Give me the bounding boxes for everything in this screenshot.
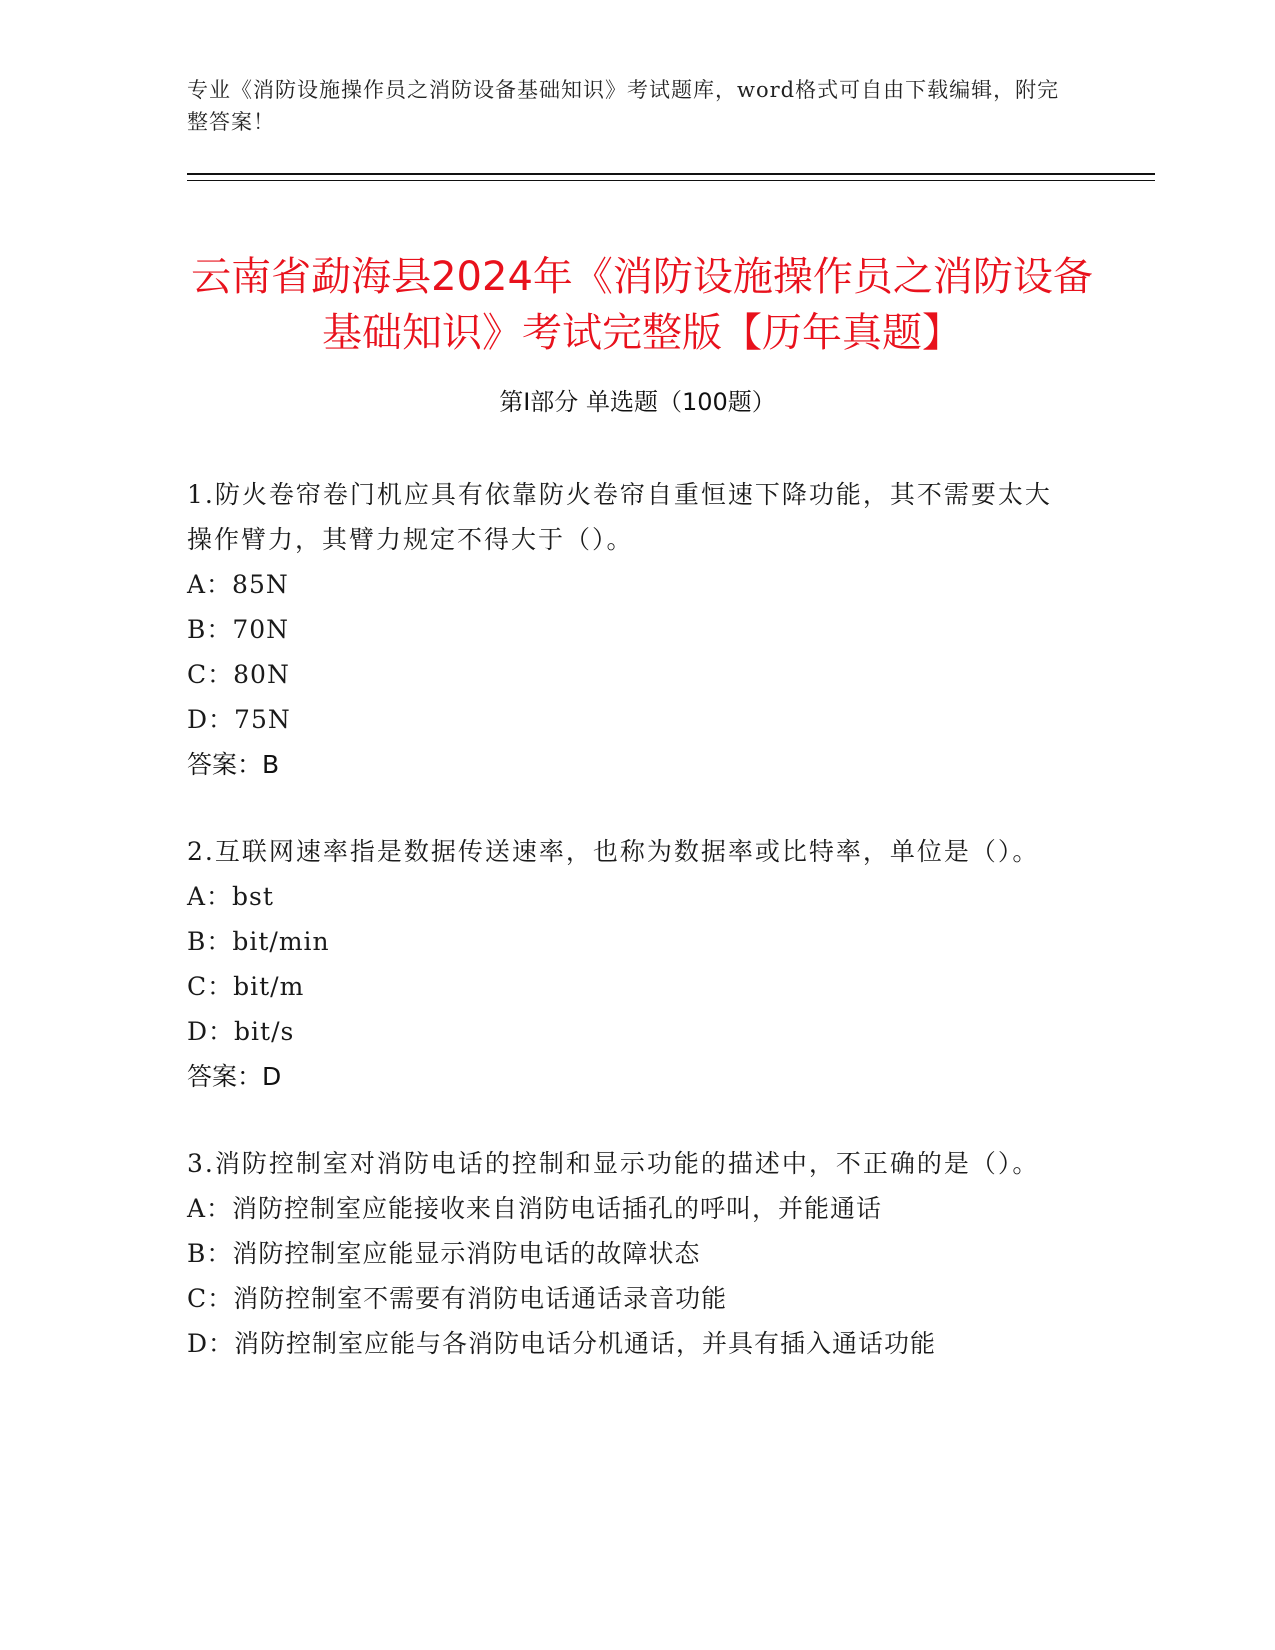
header-note: 专业《消防设施操作员之消防设备基础知识》考试题库，word格式可自由下载编辑，附完整答案！ [187,78,1060,134]
question-1 [187,472,1067,787]
option-d: D：消防控制室应能与各消防电话分机通话，并具有插入通话功能 [187,1329,937,1358]
option-b: B：70N [187,615,290,644]
header-divider-thin [187,180,1155,181]
question-stem: 3.消防控制室对消防电话的控制和显示功能的描述中，不正确的是（）。 [187,1149,1040,1178]
document-title: 云南省勐海县2024年《消防设施操作员之消防设备基础知识》考试完整版【历年真题】 [191,253,1093,356]
option-d: D：75N [187,705,291,734]
option-b: B：bit/min [187,927,330,956]
option-d: D：bit/s [187,1017,295,1046]
option-a: A：85N [187,570,289,599]
question-list [187,472,1067,1408]
option-b: B：消防控制室应能显示消防电话的故障状态 [187,1239,701,1268]
answer: 答案：B [187,750,280,779]
answer: 答案：D [187,1062,282,1091]
question-stem: 1.防火卷帘卷门机应具有依靠防火卷帘自重恒速下降功能，其不需要太大操作臂力，其臂力规定不得大于（）。 [187,480,1052,554]
header-divider-thick [187,173,1155,175]
question-2 [187,829,1067,1099]
option-c: C：bit/m [187,972,305,1001]
option-a: A：消防控制室应能接收来自消防电话插孔的呼叫，并能通话 [187,1194,883,1223]
section-title: 第I部分 单选题（100题） [499,388,776,416]
question-3 [187,1141,1067,1366]
option-c: C：80N [187,660,290,689]
option-a: A：bst [187,882,274,911]
question-stem: 2.互联网速率指是数据传送速率，也称为数据率或比特率，单位是（）。 [187,837,1040,866]
option-c: C：消防控制室不需要有消防电话通话录音功能 [187,1284,728,1313]
